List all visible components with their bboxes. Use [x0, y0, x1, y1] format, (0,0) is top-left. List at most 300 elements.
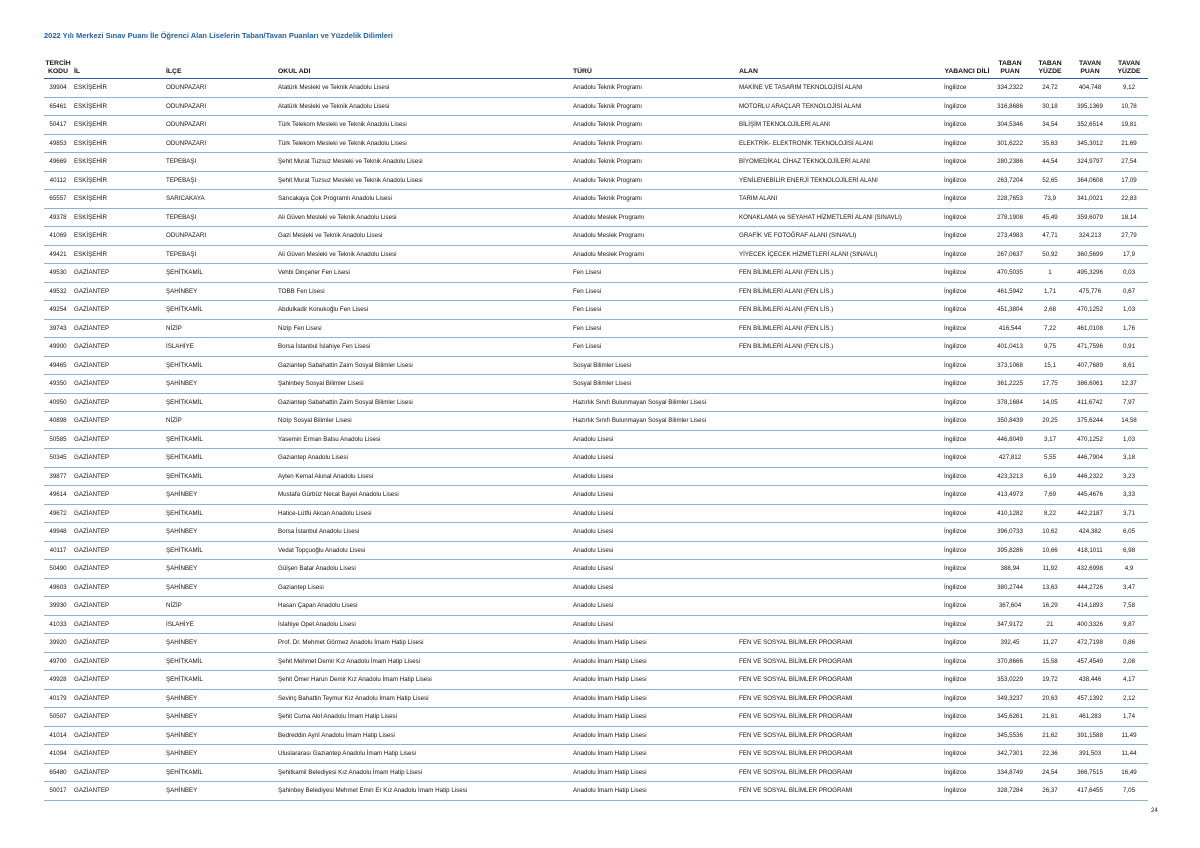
cell-taban-yuzde: 22,36 — [1030, 745, 1070, 764]
cell-kod: 40112 — [44, 171, 72, 190]
cell-tur: Anadolu Lisesi — [573, 597, 739, 616]
cell-dil: İngilizce — [944, 97, 990, 116]
cell-okul: Atatürk Mesleki ve Teknik Anadolu Lisesi — [278, 79, 573, 98]
cell-il: GAZİANTEP — [72, 430, 166, 449]
col-header-tavan-puan: TAVAN PUAN — [1070, 54, 1110, 79]
cell-il: GAZİANTEP — [72, 338, 166, 357]
cell-taban-puan: 396,0733 — [990, 523, 1030, 542]
cell-okul: Hasan Çapan Anadolu Lisesi — [278, 597, 573, 616]
cell-taban-yuzde: 47,71 — [1030, 227, 1070, 246]
cell-tavan-puan: 457,4549 — [1070, 652, 1110, 671]
cell-il: ESKİŞEHİR — [72, 171, 166, 190]
cell-ilce: İSLAHİYE — [166, 615, 278, 634]
table-row — [44, 652, 1148, 671]
cell-tavan-puan: 438,446 — [1070, 671, 1110, 690]
cell-tavan-yuzde: 9,12 — [1110, 79, 1148, 98]
cell-tavan-puan: 404,748 — [1070, 79, 1110, 98]
cell-okul: Türk Telekom Mesleki ve Teknik Anadolu Lisesi — [278, 116, 573, 135]
cell-taban-yuzde: 9,75 — [1030, 338, 1070, 357]
cell-alan — [739, 615, 944, 634]
table-row — [44, 578, 1148, 597]
cell-kod: 41069 — [44, 227, 72, 246]
col-header-okul: OKUL ADI — [278, 54, 573, 79]
cell-taban-yuzde: 20,25 — [1030, 412, 1070, 431]
page-title: 2022 Yılı Merkezi Sınav Puanı İle Öğrenci Alan Liselerin Taban/Tavan Puanları ve Yüzdelik Dilimleri — [44, 31, 393, 40]
cell-dil: İngilizce — [944, 560, 990, 579]
cell-ilce: ŞEHİTKAMİL — [166, 671, 278, 690]
cell-okul: Şahinbey Belediyesi Mehmet Emin Er Kız Anadolu İmam Hatip Lisesi — [278, 782, 573, 801]
cell-ilce: ŞAHİNBEY — [166, 375, 278, 394]
cell-taban-puan: 328,7284 — [990, 782, 1030, 801]
cell-kod: 49853 — [44, 134, 72, 153]
cell-kod: 50345 — [44, 449, 72, 468]
cell-il: ESKİŞEHİR — [72, 227, 166, 246]
cell-tavan-puan: 446,7904 — [1070, 449, 1110, 468]
cell-tavan-yuzde: 0,91 — [1110, 338, 1148, 357]
cell-dil: İngilizce — [944, 763, 990, 782]
cell-okul: Şehit Murat Tuzsuz Mesleki ve Teknik Anadolu Lisesi — [278, 153, 573, 172]
cell-tavan-yuzde: 22,83 — [1110, 190, 1148, 209]
table-row — [44, 190, 1148, 209]
cell-tavan-yuzde: 1,76 — [1110, 319, 1148, 338]
table-row — [44, 393, 1148, 412]
cell-kod: 49350 — [44, 375, 72, 394]
cell-alan: ELEKTRİK- ELEKTRONİK TEKNOLOJİSİ ALANI — [739, 134, 944, 153]
cell-ilce: ŞAHİNBEY — [166, 689, 278, 708]
cell-dil: İngilizce — [944, 116, 990, 135]
cell-taban-yuzde: 50,92 — [1030, 245, 1070, 264]
cell-tavan-puan: 470,1252 — [1070, 301, 1110, 320]
cell-tavan-yuzde: 2,12 — [1110, 689, 1148, 708]
cell-taban-yuzde: 24,72 — [1030, 79, 1070, 98]
table-row — [44, 153, 1148, 172]
cell-kod: 49928 — [44, 671, 72, 690]
cell-alan: BİYOMEDİKAL CİHAZ TEKNOLOJİLERİ ALANI — [739, 153, 944, 172]
cell-il: ESKİŞEHİR — [72, 190, 166, 209]
cell-kod: 49700 — [44, 652, 72, 671]
cell-dil: İngilizce — [944, 301, 990, 320]
cell-okul: Gaziantep Sabahattin Zaim Sosyal Bilimler Lisesi — [278, 356, 573, 375]
cell-taban-yuzde: 13,63 — [1030, 578, 1070, 597]
cell-tur: Anadolu Lisesi — [573, 615, 739, 634]
cell-okul: Türk Telekom Mesleki ve Teknik Anadolu Lisesi — [278, 134, 573, 153]
cell-ilce: ŞEHİTKAMİL — [166, 504, 278, 523]
cell-tavan-puan: 457,1392 — [1070, 689, 1110, 708]
cell-taban-puan: 423,3213 — [990, 467, 1030, 486]
cell-tavan-yuzde: 3,23 — [1110, 467, 1148, 486]
cell-dil: İngilizce — [944, 652, 990, 671]
cell-il: GAZİANTEP — [72, 671, 166, 690]
cell-taban-yuzde: 10,62 — [1030, 523, 1070, 542]
cell-kod: 49672 — [44, 504, 72, 523]
cell-okul: Şahinbey Sosyal Bilimler Lisesi — [278, 375, 573, 394]
cell-ilce: ŞEHİTKAMİL — [166, 393, 278, 412]
cell-kod: 49900 — [44, 338, 72, 357]
cell-il: GAZİANTEP — [72, 467, 166, 486]
cell-tur: Anadolu İmam Hatip Lisesi — [573, 671, 739, 690]
cell-taban-puan: 267,0637 — [990, 245, 1030, 264]
cell-il: GAZİANTEP — [72, 615, 166, 634]
cell-tavan-puan: 411,6742 — [1070, 393, 1110, 412]
table-row — [44, 208, 1148, 227]
cell-tavan-yuzde: 0,03 — [1110, 264, 1148, 283]
cell-okul: Ali Güven Mesleki ve Teknik Anadolu Lisesi — [278, 208, 573, 227]
cell-ilce: ŞAHİNBEY — [166, 282, 278, 301]
cell-tur: Anadolu Lisesi — [573, 541, 739, 560]
cell-tavan-yuzde: 3,18 — [1110, 449, 1148, 468]
cell-ilce: ŞEHİTKAMİL — [166, 541, 278, 560]
cell-taban-puan: 350,8439 — [990, 412, 1030, 431]
col-header-ilce: İLÇE — [166, 54, 278, 79]
table-row — [44, 782, 1148, 801]
cell-alan — [739, 523, 944, 542]
col-header-il: İL — [72, 54, 166, 79]
cell-taban-puan: 461,5942 — [990, 282, 1030, 301]
cell-taban-yuzde: 1 — [1030, 264, 1070, 283]
cell-okul: Sevinç Bahattin Teymur Kız Anadolu İmam Hatip Lisesi — [278, 689, 573, 708]
cell-taban-puan: 388,94 — [990, 560, 1030, 579]
cell-il: ESKİŞEHİR — [72, 153, 166, 172]
cell-tur: Anadolu Teknik Programı — [573, 79, 739, 98]
cell-ilce: ŞAHİNBEY — [166, 560, 278, 579]
cell-tavan-yuzde: 1,03 — [1110, 301, 1148, 320]
cell-ilce: ŞAHİNBEY — [166, 745, 278, 764]
col-header-taban-puan: TABAN PUAN — [990, 54, 1030, 79]
cell-il: GAZİANTEP — [72, 264, 166, 283]
cell-dil: İngilizce — [944, 282, 990, 301]
cell-il: GAZİANTEP — [72, 301, 166, 320]
cell-tur: Anadolu Meslek Programı — [573, 245, 739, 264]
cell-okul: Şehit Murat Tuzsuz Mesleki ve Teknik Anadolu Lisesi — [278, 171, 573, 190]
cell-tavan-puan: 432,6998 — [1070, 560, 1110, 579]
cell-ilce: ODUNPAZARI — [166, 134, 278, 153]
cell-ilce: NİZİP — [166, 319, 278, 338]
cell-okul: Uluslararası Gaziantep Anadolu İmam Hatip Lisesi — [278, 745, 573, 764]
cell-alan — [739, 412, 944, 431]
cell-ilce: TEPEBAŞI — [166, 245, 278, 264]
cell-ilce: ŞAHİNBEY — [166, 634, 278, 653]
cell-taban-yuzde: 45,49 — [1030, 208, 1070, 227]
cell-tavan-yuzde: 11,49 — [1110, 726, 1148, 745]
cell-tavan-puan: 444,2726 — [1070, 578, 1110, 597]
cell-okul: Abdulkadir Konukoğlu Fen Lisesi — [278, 301, 573, 320]
cell-alan: FEN VE SOSYAL BİLİMLER PROGRAMI — [739, 708, 944, 727]
cell-taban-puan: 345,5536 — [990, 726, 1030, 745]
cell-tavan-puan: 414,1893 — [1070, 597, 1110, 616]
cell-taban-yuzde: 17,75 — [1030, 375, 1070, 394]
table-row — [44, 79, 1148, 98]
cell-il: GAZİANTEP — [72, 541, 166, 560]
cell-alan: FEN VE SOSYAL BİLİMLER PROGRAMI — [739, 726, 944, 745]
table-row — [44, 134, 1148, 153]
cell-kod: 50417 — [44, 116, 72, 135]
cell-tavan-puan: 470,1252 — [1070, 430, 1110, 449]
cell-il: GAZİANTEP — [72, 523, 166, 542]
cell-taban-yuzde: 6,19 — [1030, 467, 1070, 486]
cell-alan — [739, 597, 944, 616]
cell-tur: Anadolu İmam Hatip Lisesi — [573, 652, 739, 671]
cell-alan — [739, 467, 944, 486]
cell-tavan-yuzde: 27,79 — [1110, 227, 1148, 246]
cell-tavan-puan: 472,7198 — [1070, 634, 1110, 653]
cell-taban-yuzde: 7,69 — [1030, 486, 1070, 505]
cell-taban-yuzde: 44,54 — [1030, 153, 1070, 172]
table-row — [44, 541, 1148, 560]
cell-tur: Anadolu Lisesi — [573, 504, 739, 523]
cell-alan — [739, 504, 944, 523]
cell-kod: 41094 — [44, 745, 72, 764]
table-row — [44, 467, 1148, 486]
cell-okul: Vehbi Dinçerler Fen Lisesi — [278, 264, 573, 283]
cell-tur: Anadolu İmam Hatip Lisesi — [573, 726, 739, 745]
cell-alan: FEN BİLİMLERİ ALANI (FEN LİS.) — [739, 264, 944, 283]
table-row — [44, 227, 1148, 246]
cell-dil: İngilizce — [944, 264, 990, 283]
cell-dil: İngilizce — [944, 504, 990, 523]
cell-dil: İngilizce — [944, 467, 990, 486]
cell-tavan-yuzde: 7,97 — [1110, 393, 1148, 412]
cell-tur: Fen Lisesi — [573, 264, 739, 283]
cell-ilce: ŞEHİTKAMİL — [166, 652, 278, 671]
cell-taban-puan: 392,45 — [990, 634, 1030, 653]
cell-il: GAZİANTEP — [72, 782, 166, 801]
cell-dil: İngilizce — [944, 726, 990, 745]
table-row — [44, 671, 1148, 690]
page-number: 24 — [1151, 808, 1158, 814]
table-row — [44, 449, 1148, 468]
table-row — [44, 430, 1148, 449]
cell-tur: Anadolu Teknik Programı — [573, 190, 739, 209]
cell-okul: Gazi Mesleki ve Teknik Anadolu Lisesi — [278, 227, 573, 246]
cell-dil: İngilizce — [944, 430, 990, 449]
cell-alan: FEN VE SOSYAL BİLİMLER PROGRAMI — [739, 763, 944, 782]
cell-tavan-puan: 352,6514 — [1070, 116, 1110, 135]
cell-il: GAZİANTEP — [72, 597, 166, 616]
table-row — [44, 745, 1148, 764]
cell-dil: İngilizce — [944, 689, 990, 708]
cell-okul: Yasemin Erman Balsu Anadolu Lisesi — [278, 430, 573, 449]
cell-okul: Nizip Sosyal Bilimler Lisesi — [278, 412, 573, 431]
cell-taban-yuzde: 7,22 — [1030, 319, 1070, 338]
cell-taban-yuzde: 8,22 — [1030, 504, 1070, 523]
cell-tur: Anadolu İmam Hatip Lisesi — [573, 745, 739, 764]
cell-tavan-puan: 424,382 — [1070, 523, 1110, 542]
cell-kod: 49669 — [44, 153, 72, 172]
cell-tavan-yuzde: 12,37 — [1110, 375, 1148, 394]
cell-tavan-puan: 345,3012 — [1070, 134, 1110, 153]
cell-alan: MOTORLU ARAÇLAR TEKNOLOJİSİ ALANI — [739, 97, 944, 116]
cell-tavan-yuzde: 1,03 — [1110, 430, 1148, 449]
cell-dil: İngilizce — [944, 634, 990, 653]
cell-dil: İngilizce — [944, 578, 990, 597]
cell-kod: 65557 — [44, 190, 72, 209]
table-row — [44, 171, 1148, 190]
cell-dil: İngilizce — [944, 671, 990, 690]
cell-taban-yuzde: 73,9 — [1030, 190, 1070, 209]
cell-kod: 41033 — [44, 615, 72, 634]
cell-il: ESKİŞEHİR — [72, 79, 166, 98]
cell-alan — [739, 541, 944, 560]
cell-il: ESKİŞEHİR — [72, 116, 166, 135]
cell-alan — [739, 430, 944, 449]
cell-tur: Anadolu Lisesi — [573, 467, 739, 486]
cell-tur: Hazırlık Sınıfı Bulunmayan Sosyal Bilimler Lisesi — [573, 412, 739, 431]
cell-tavan-puan: 461,283 — [1070, 708, 1110, 727]
cell-taban-yuzde: 2,68 — [1030, 301, 1070, 320]
col-header-tur: TÜRÜ — [573, 54, 739, 79]
col-header-dil: YABANCI DİLİ — [944, 54, 990, 79]
cell-tavan-yuzde: 27,54 — [1110, 153, 1148, 172]
table-row — [44, 338, 1148, 357]
cell-tavan-puan: 471,7596 — [1070, 338, 1110, 357]
cell-tur: Anadolu Meslek Programı — [573, 227, 739, 246]
cell-dil: İngilizce — [944, 486, 990, 505]
cell-tavan-puan: 391,1588 — [1070, 726, 1110, 745]
cell-okul: Gaziantep Anadolu Lisesi — [278, 449, 573, 468]
cell-tavan-puan: 395,1369 — [1070, 97, 1110, 116]
cell-tavan-puan: 324,9797 — [1070, 153, 1110, 172]
cell-tur: Hazırlık Sınıfı Bulunmayan Sosyal Bilimler Lisesi — [573, 393, 739, 412]
table-row — [44, 264, 1148, 283]
cell-tavan-yuzde: 16,49 — [1110, 763, 1148, 782]
cell-tur: Anadolu Lisesi — [573, 449, 739, 468]
cell-tavan-puan: 461,0108 — [1070, 319, 1110, 338]
cell-taban-puan: 470,5035 — [990, 264, 1030, 283]
cell-taban-puan: 280,2386 — [990, 153, 1030, 172]
cell-taban-yuzde: 10,66 — [1030, 541, 1070, 560]
cell-taban-yuzde: 21 — [1030, 615, 1070, 634]
cell-tavan-puan: 391,503 — [1070, 745, 1110, 764]
cell-dil: İngilizce — [944, 597, 990, 616]
cell-tavan-puan: 446,2322 — [1070, 467, 1110, 486]
cell-il: GAZİANTEP — [72, 504, 166, 523]
cell-dil: İngilizce — [944, 782, 990, 801]
cell-ilce: NİZİP — [166, 412, 278, 431]
col-header-kod: TERCİH KODU — [44, 54, 72, 79]
cell-taban-puan: 413,4973 — [990, 486, 1030, 505]
cell-tavan-yuzde: 4,17 — [1110, 671, 1148, 690]
cell-taban-puan: 401,0413 — [990, 338, 1030, 357]
cell-alan: FEN VE SOSYAL BİLİMLER PROGRAMI — [739, 652, 944, 671]
cell-alan — [739, 486, 944, 505]
cell-tur: Fen Lisesi — [573, 338, 739, 357]
cell-taban-puan: 349,3237 — [990, 689, 1030, 708]
table-row — [44, 615, 1148, 634]
table-body — [44, 79, 1148, 801]
cell-dil: İngilizce — [944, 356, 990, 375]
cell-dil: İngilizce — [944, 245, 990, 264]
cell-tavan-puan: 495,3296 — [1070, 264, 1110, 283]
cell-alan: YENİLENEBİLİR ENERJİ TEKNOLOJİLERİ ALANI — [739, 171, 944, 190]
cell-taban-yuzde: 1,71 — [1030, 282, 1070, 301]
cell-tavan-puan: 341,0021 — [1070, 190, 1110, 209]
cell-okul: Gaziantep Lisesi — [278, 578, 573, 597]
table-row — [44, 504, 1148, 523]
cell-il: ESKİŞEHİR — [72, 208, 166, 227]
header-row — [44, 54, 1148, 79]
cell-ilce: ODUNPAZARI — [166, 116, 278, 135]
cell-tur: Fen Lisesi — [573, 282, 739, 301]
cell-il: GAZİANTEP — [72, 689, 166, 708]
cell-taban-yuzde: 20,63 — [1030, 689, 1070, 708]
cell-kod: 49465 — [44, 356, 72, 375]
cell-taban-yuzde: 34,54 — [1030, 116, 1070, 135]
cell-alan: TARIM ALANI — [739, 190, 944, 209]
cell-tavan-yuzde: 1,74 — [1110, 708, 1148, 727]
cell-dil: İngilizce — [944, 338, 990, 357]
cell-ilce: ŞEHİTKAMİL — [166, 264, 278, 283]
cell-ilce: ŞEHİTKAMİL — [166, 356, 278, 375]
cell-okul: Ayten Kemal Akınal Anadolu Lisesi — [278, 467, 573, 486]
scores-table — [44, 54, 1148, 801]
cell-alan: KONAKLAMA ve SEYAHAT HİZMETLERİ ALANI (SINAVLI) — [739, 208, 944, 227]
table-row — [44, 97, 1148, 116]
cell-taban-puan: 301,6222 — [990, 134, 1030, 153]
cell-taban-puan: 316,8686 — [990, 97, 1030, 116]
cell-dil: İngilizce — [944, 708, 990, 727]
cell-kod: 49254 — [44, 301, 72, 320]
cell-tavan-puan: 445,4676 — [1070, 486, 1110, 505]
cell-kod: 49603 — [44, 578, 72, 597]
cell-dil: İngilizce — [944, 190, 990, 209]
table-row — [44, 634, 1148, 653]
cell-tavan-puan: 375,6244 — [1070, 412, 1110, 431]
cell-okul: Vedat Topçuoğlu Anadolu Lisesi — [278, 541, 573, 560]
cell-ilce: ŞEHİTKAMİL — [166, 449, 278, 468]
cell-kod: 49378 — [44, 208, 72, 227]
table-row — [44, 356, 1148, 375]
cell-tavan-yuzde: 2,08 — [1110, 652, 1148, 671]
cell-taban-puan: 361,2225 — [990, 375, 1030, 394]
cell-okul: Gülşen Batar Anadolu Lisesi — [278, 560, 573, 579]
cell-kod: 49530 — [44, 264, 72, 283]
cell-tavan-yuzde: 17,9 — [1110, 245, 1148, 264]
table-row — [44, 301, 1148, 320]
cell-ilce: SARICAKAYA — [166, 190, 278, 209]
cell-tur: Anadolu Lisesi — [573, 578, 739, 597]
cell-kod: 49948 — [44, 523, 72, 542]
cell-kod: 40179 — [44, 689, 72, 708]
cell-il: ESKİŞEHİR — [72, 134, 166, 153]
cell-alan: FEN BİLİMLERİ ALANI (FEN LİS.) — [739, 319, 944, 338]
cell-ilce: ŞAHİNBEY — [166, 708, 278, 727]
cell-dil: İngilizce — [944, 79, 990, 98]
cell-tavan-yuzde: 18,14 — [1110, 208, 1148, 227]
cell-il: GAZİANTEP — [72, 319, 166, 338]
cell-tavan-yuzde: 6,98 — [1110, 541, 1148, 560]
cell-tavan-puan: 475,776 — [1070, 282, 1110, 301]
cell-alan: FEN BİLİMLERİ ALANI (FEN LİS.) — [739, 338, 944, 357]
cell-taban-puan: 263,7204 — [990, 171, 1030, 190]
cell-taban-yuzde: 16,29 — [1030, 597, 1070, 616]
cell-alan — [739, 375, 944, 394]
cell-taban-puan: 278,1908 — [990, 208, 1030, 227]
cell-alan: FEN BİLİMLERİ ALANI (FEN LİS.) — [739, 282, 944, 301]
cell-kod: 39877 — [44, 467, 72, 486]
cell-tur: Anadolu Teknik Programı — [573, 116, 739, 135]
cell-ilce: ŞEHİTKAMİL — [166, 467, 278, 486]
cell-taban-yuzde: 52,65 — [1030, 171, 1070, 190]
cell-il: GAZİANTEP — [72, 449, 166, 468]
table-row — [44, 282, 1148, 301]
cell-tavan-yuzde: 3,71 — [1110, 504, 1148, 523]
cell-okul: Mustafa Gürbüz Necat Bayel Anadolu Lisesi — [278, 486, 573, 505]
cell-tavan-yuzde: 21,69 — [1110, 134, 1148, 153]
cell-alan — [739, 393, 944, 412]
table-row — [44, 116, 1148, 135]
cell-taban-puan: 451,3804 — [990, 301, 1030, 320]
cell-alan: YİYECEK İÇECEK HİZMETLERİ ALANI (SINAVLI) — [739, 245, 944, 264]
